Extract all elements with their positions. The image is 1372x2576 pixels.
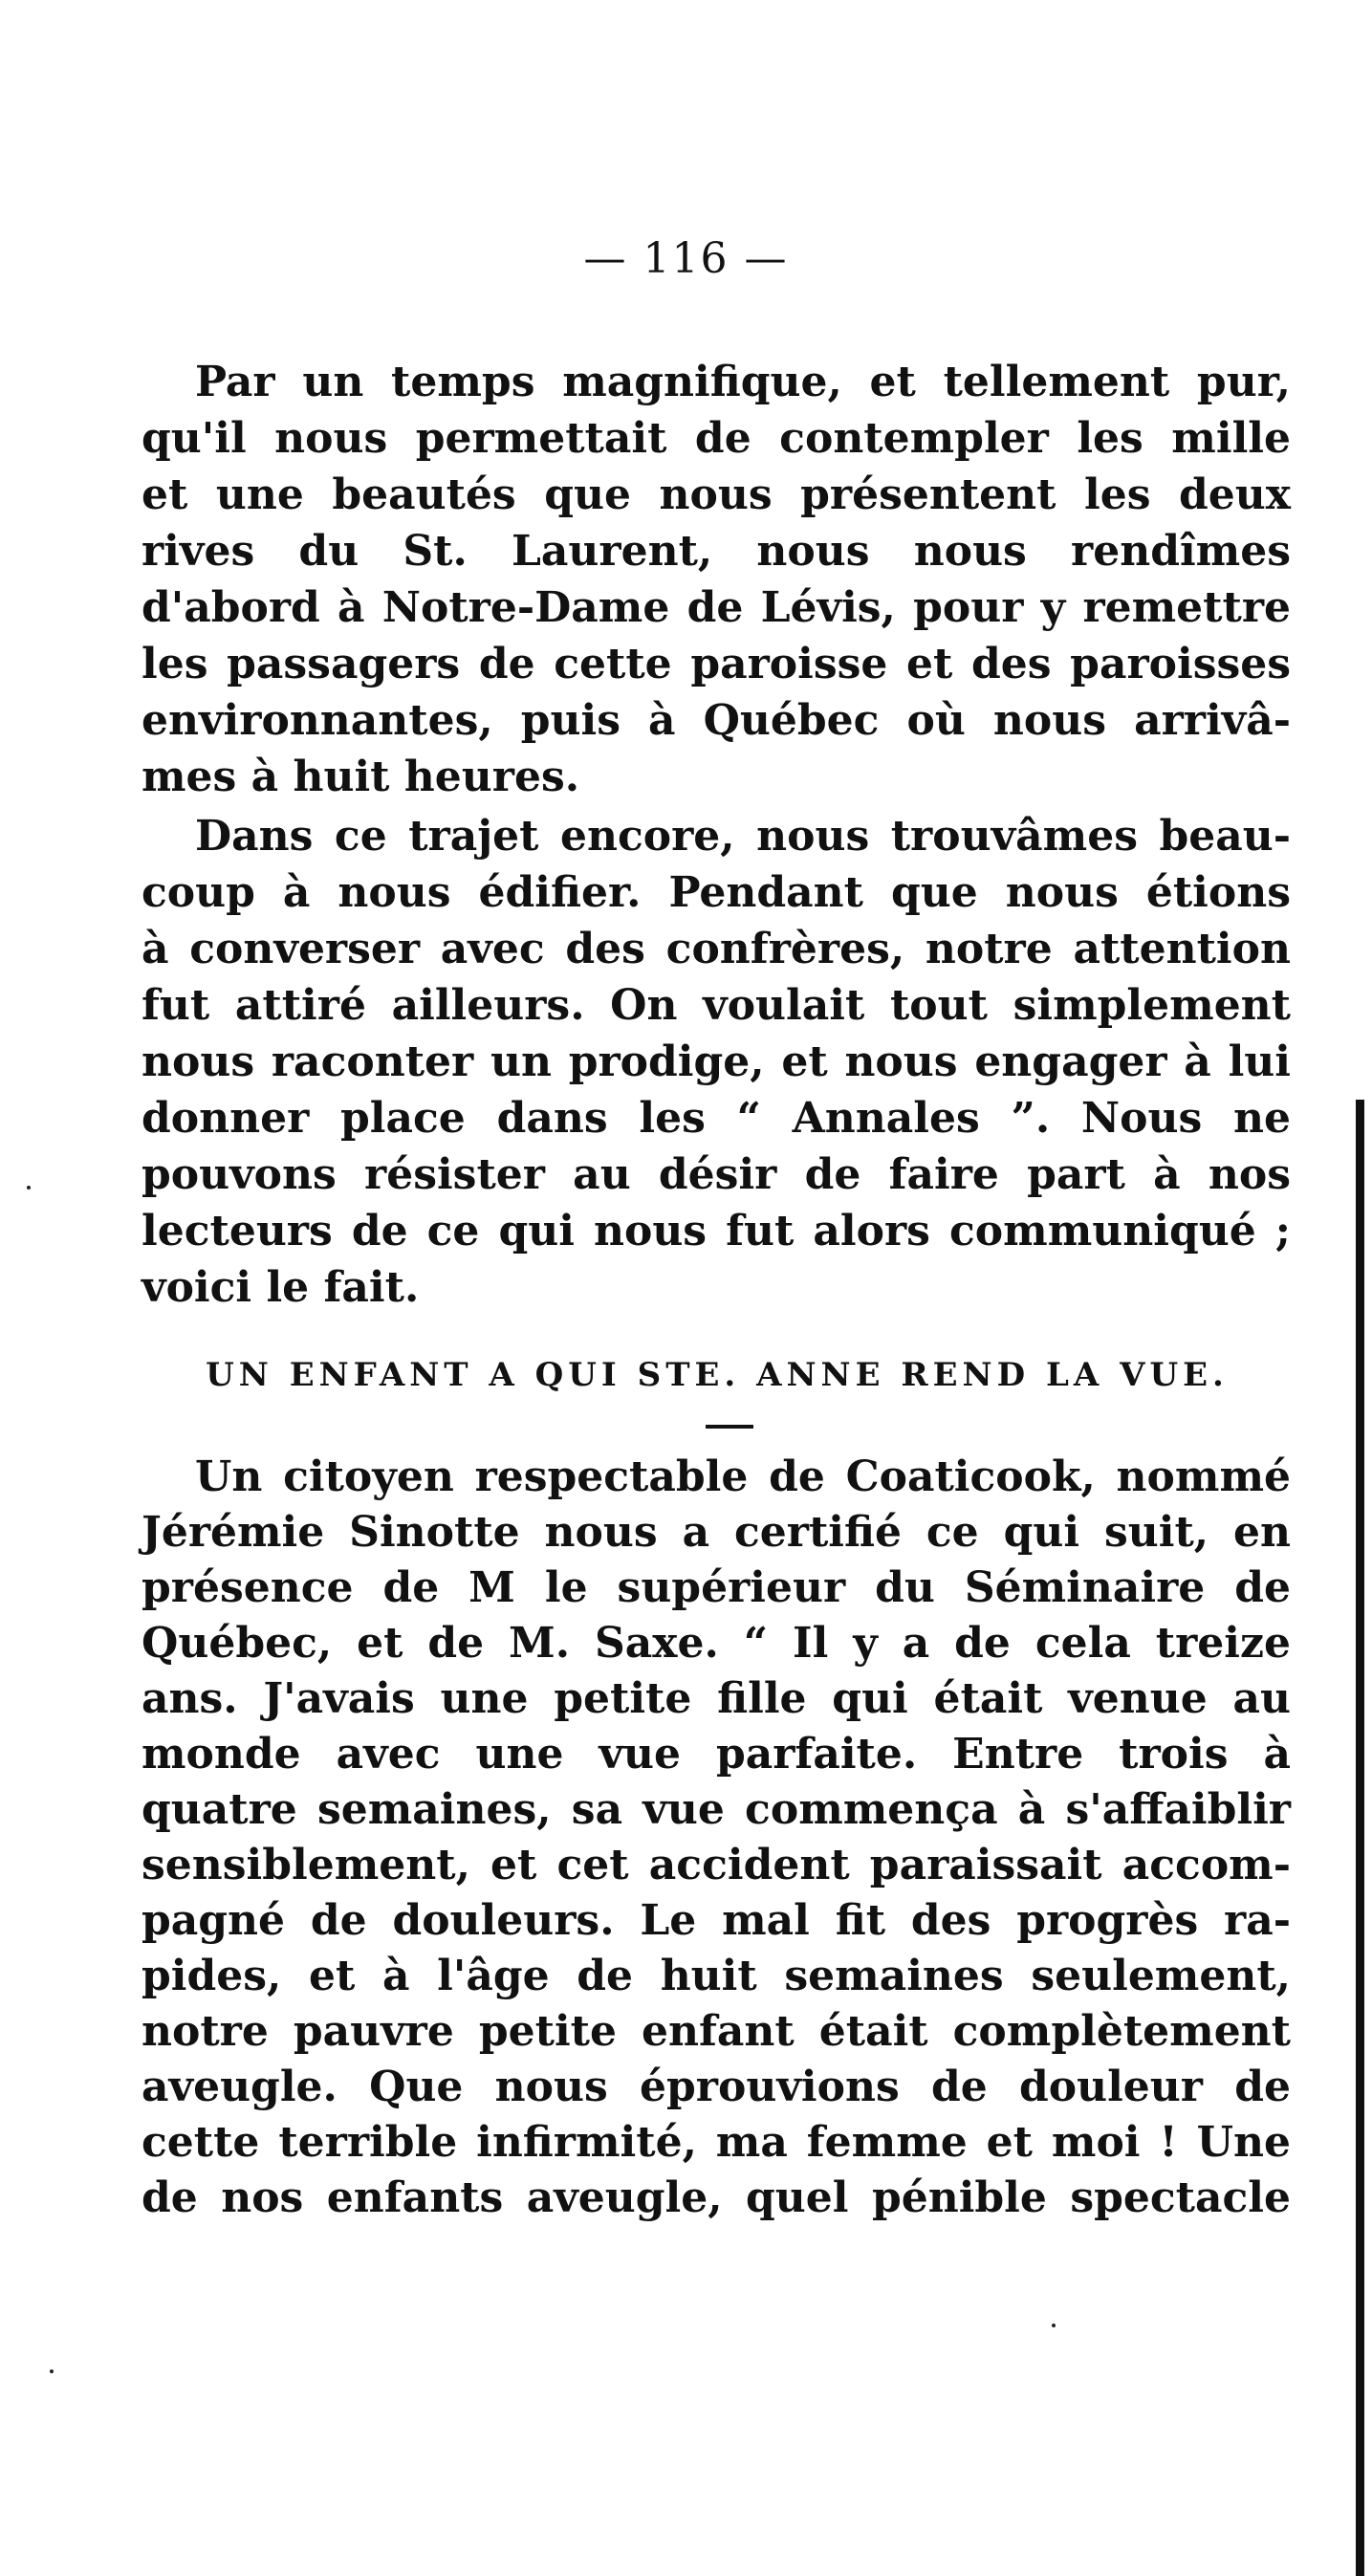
text-line: monde avec une vue parfaite. Entre trois à [142, 1730, 1291, 1779]
page-number: — 116 — [583, 234, 789, 283]
text-line: nous raconter un prodige, et nous engager à lui [142, 1037, 1291, 1086]
text-line: pides, et à l'âge de huit semaines seulement, [142, 1952, 1291, 2000]
text-line: mes à huit heures. [142, 753, 580, 801]
text-line: voici le fait. [142, 1263, 420, 1312]
text-line: fut attiré ailleurs. On voulait tout simplement [142, 981, 1291, 1030]
text-line: sensiblement, et cet accident paraissait accom- [142, 1841, 1291, 1889]
text-line: ans. J'avais une petite fille qui était venue au [142, 1674, 1291, 1723]
text-line: lecteurs de ce qui nous fut alors communiqué ; [142, 1207, 1291, 1255]
text-line: coup à nous édifier. Pendant que nous étions [142, 868, 1291, 917]
text-line: pagné de douleurs. Le mal fit des progrès ra- [142, 1896, 1291, 1945]
text-line: d'abord à Notre-Dame de Lévis, pour y remettre [142, 583, 1291, 632]
text-line: à converser avec des confrères, notre attention [142, 925, 1291, 973]
scan-margin-bar [1356, 1100, 1364, 2576]
text-line: Un citoyen respectable de Coaticook, nommé [195, 1452, 1291, 1501]
text-line: quatre semaines, sa vue commença à s'affaiblir [142, 1785, 1291, 1834]
section-heading: UN ENFANT A QUI STE. ANNE REND LA VUE. [206, 1356, 1229, 1394]
scan-speck [50, 2369, 54, 2373]
text-line: présence de M le supérieur du Séminaire de [142, 1563, 1291, 1612]
text-line: donner place dans les “ Annales ”. Nous ne [142, 1094, 1291, 1143]
text-line: Québec, et de M. Saxe. “ Il y a de cela treize [142, 1619, 1291, 1668]
text-line: aveugle. Que nous éprouvions de douleur de [142, 2063, 1291, 2111]
text-line: pouvons résister au désir de faire part à nos [142, 1150, 1291, 1199]
text-line: Jérémie Sinotte nous a certifié ce qui suit, en [142, 1508, 1291, 1557]
scan-speck [1052, 2324, 1056, 2327]
text-line: notre pauvre petite enfant était complètement [142, 2007, 1291, 2056]
text-line: de nos enfants aveugle, quel pénible spectacle [142, 2173, 1291, 2222]
scan-speck [27, 1186, 31, 1190]
heading-rule [706, 1425, 753, 1429]
text-line: rives du St. Laurent, nous nous rendîmes [142, 527, 1291, 576]
text-line: et une beautés que nous présentent les deux [142, 470, 1291, 519]
text-line: qu'il nous permettait de contempler les mille [142, 414, 1291, 463]
text-line: les passagers de cette paroisse et des paroisses [142, 640, 1291, 688]
text-line: environnantes, puis à Québec où nous arrivâ- [142, 696, 1291, 745]
text-line: Dans ce trajet encore, nous trouvâmes beau- [195, 812, 1291, 861]
text-line: cette terrible infirmité, ma femme et moi ! Une [142, 2118, 1291, 2167]
text-line: Par un temps magnifique, et tellement pur, [195, 358, 1291, 406]
